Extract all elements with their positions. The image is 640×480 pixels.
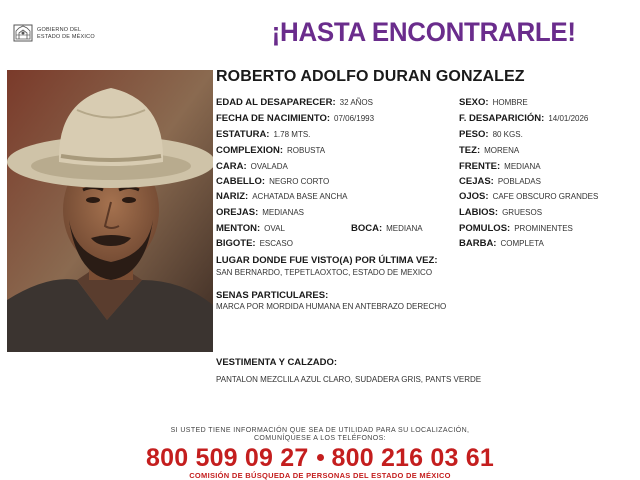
field-cejas — [459, 176, 541, 187]
field-peso — [459, 129, 523, 140]
estatura-value: 1.78 MTS. — [273, 130, 311, 139]
phone-number-1[interactable]: 800 509 09 27 — [146, 444, 309, 472]
estatura-label: ESTATURA: — [216, 129, 270, 140]
peso-label: PESO: — [459, 129, 489, 140]
cejas-value: POBLADAS — [497, 177, 541, 186]
pomulos-value: PROMINENTES — [514, 224, 573, 233]
orejas-label: OREJAS: — [216, 207, 259, 218]
sexo-label: SEXO: — [459, 97, 489, 108]
ojos-value: CAFE OBSCURO GRANDES — [492, 192, 599, 201]
complexion-value: ROBUSTA — [287, 146, 326, 155]
boca-label: BOCA: — [351, 223, 383, 234]
fdesap-value: 14/01/2026 — [548, 114, 589, 123]
marks-title: SENAS PARTICULARES: — [216, 290, 329, 301]
field-complexion — [216, 145, 325, 156]
edad-value: 32 AÑOS — [339, 98, 373, 107]
person-name: ROBERTO ADOLFO DURAN GONZALEZ — [216, 68, 525, 85]
phone-numbers — [0, 444, 640, 473]
field-cabello — [216, 176, 329, 187]
location-text: SAN BERNARDO, TEPETLAOXTOC, ESTADO DE MEXICO — [216, 268, 433, 277]
cabello-label: CABELLO: — [216, 176, 266, 187]
tez-value: MORENA — [484, 146, 520, 155]
frente-value: MEDIANA — [504, 162, 541, 171]
marks-text: MARCA POR MORDIDA HUMANA EN ANTEBRAZO DERECHO — [216, 302, 447, 311]
field-menton — [216, 223, 285, 234]
frente-label: FRENTE: — [459, 161, 501, 172]
location-title: LUGAR DONDE FUE VISTO(A) POR ÚLTIMA VEZ: — [216, 255, 438, 266]
field-nacimiento — [216, 113, 374, 124]
fdesap-label: F. DESAPARICIÓN: — [459, 113, 545, 124]
menton-label: MENTON: — [216, 223, 261, 234]
field-orejas — [216, 207, 304, 218]
field-edad — [216, 97, 373, 108]
government-logo — [12, 22, 122, 44]
labios-value: GRUESOS — [502, 208, 543, 217]
peso-value: 80 KGS. — [492, 130, 523, 139]
field-ojos — [459, 191, 598, 202]
boca-value: MEDIANA — [386, 224, 423, 233]
clothing-title: VESTIMENTA Y CALZADO: — [216, 357, 338, 368]
field-cara — [216, 161, 288, 172]
field-frente — [459, 161, 541, 172]
ojos-label: OJOS: — [459, 191, 489, 202]
pomulos-label: POMULOS: — [459, 223, 511, 234]
clothing-text: PANTALON MEZCLILA AZUL CLARO, SUDADERA GRIS, PANTS VERDE — [216, 375, 482, 384]
labios-label: LABIOS: — [459, 207, 499, 218]
commission-name: COMISIÓN DE BÚSQUEDA DE PERSONAS DEL ESTADO DE MÉXICO — [189, 471, 451, 480]
logo-text: GOBIERNO DEL ESTADO DE MÉXICO — [37, 27, 95, 40]
barba-label: BARBA: — [459, 238, 497, 249]
menton-value: OVAL — [264, 224, 285, 233]
field-barba — [459, 238, 544, 249]
footer-note-line2: COMUNÍQUESE A LOS TELÉFONOS: — [253, 435, 387, 442]
cara-label: CARA: — [216, 161, 247, 172]
tez-label: TEZ: — [459, 145, 481, 156]
sexo-value: HOMBRE — [492, 98, 528, 107]
cejas-label: CEJAS: — [459, 176, 494, 187]
edad-label: EDAD AL DESAPARECER: — [216, 97, 336, 108]
field-boca — [351, 223, 423, 234]
bigote-value: ESCASO — [259, 239, 293, 248]
complexion-label: COMPLEXION: — [216, 145, 284, 156]
field-fdesap — [459, 113, 588, 124]
cabello-value: NEGRO CORTO — [269, 177, 330, 186]
phone-number-2[interactable]: 800 216 03 61 — [331, 444, 494, 472]
field-tez — [459, 145, 519, 156]
field-pomulos — [459, 223, 573, 234]
missing-person-photo — [7, 70, 213, 352]
field-labios — [459, 207, 542, 218]
field-nariz — [216, 191, 348, 202]
headline: ¡HASTA ENCONTRARLE! — [271, 17, 576, 47]
field-bigote — [216, 238, 293, 249]
nacimiento-label: FECHA DE NACIMIENTO: — [216, 113, 330, 124]
field-sexo — [459, 97, 528, 108]
nariz-label: NARIZ: — [216, 191, 249, 202]
orejas-value: MEDIANAS — [262, 208, 305, 217]
footer-note-line1: SI USTED TIENE INFORMACIÓN QUE SEA DE UTILIDAD PARA SU LOCALIZACIÓN, — [170, 427, 470, 434]
barba-value: COMPLETA — [500, 239, 544, 248]
cara-value: OVALADA — [250, 162, 288, 171]
field-estatura — [216, 129, 310, 140]
state-emblem-icon — [12, 22, 34, 44]
bigote-label: BIGOTE: — [216, 238, 256, 249]
person-portrait-image — [7, 70, 213, 352]
separator-dot-icon — [317, 454, 324, 461]
nariz-value: ACHATADA BASE ANCHA — [252, 192, 348, 201]
nacimiento-value: 07/06/1993 — [334, 114, 375, 123]
